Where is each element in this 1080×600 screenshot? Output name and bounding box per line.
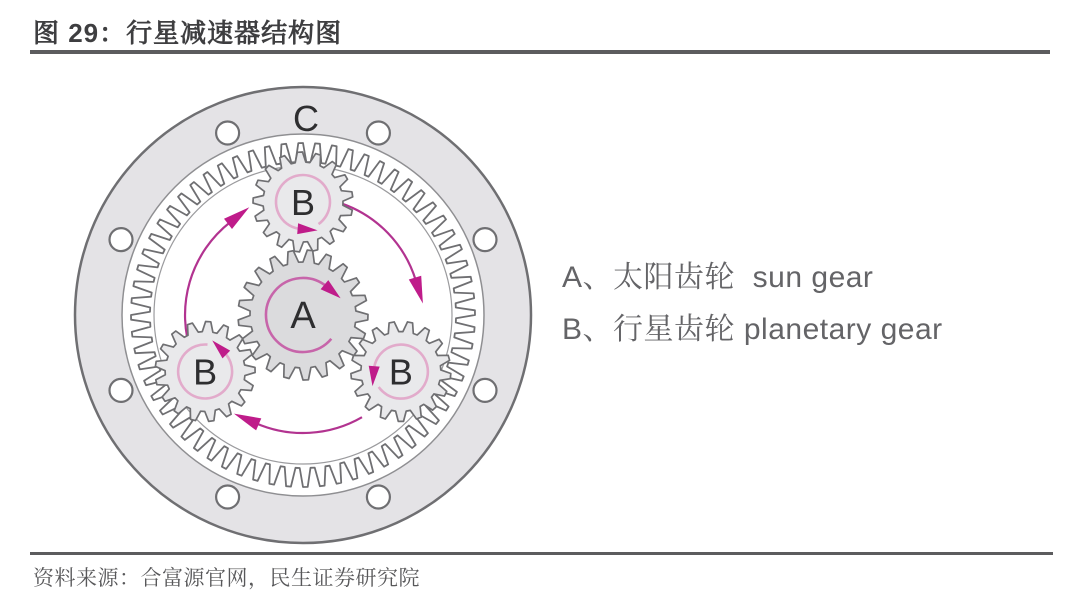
legend-item-sun: A、太阳齿轮 sun gear: [562, 261, 874, 294]
bolt-hole: [474, 379, 497, 402]
figure-title: 图 29：行星减速器结构图: [33, 18, 343, 48]
bolt-hole: [367, 122, 390, 145]
planet-gear-label: B: [193, 351, 218, 393]
ring-gear-label: C: [293, 98, 319, 139]
legend-item-planet: B、行星齿轮 planetary gear: [562, 313, 943, 346]
bolt-hole: [110, 228, 133, 251]
planet-gear-label: B: [388, 351, 413, 393]
bolt-hole: [216, 486, 239, 509]
title-rule: [30, 50, 1050, 54]
planetary-gear-diagram: [60, 85, 546, 550]
gear-legend: [562, 252, 943, 356]
bolt-hole: [216, 122, 239, 145]
planet-gear-label: B: [290, 182, 316, 223]
bolt-hole: [110, 379, 133, 402]
source-text: 资料来源：合富源官网，民生证券研究院: [33, 567, 420, 590]
bolt-hole: [367, 486, 390, 509]
source-rule: [30, 552, 1053, 555]
sun-gear-label: A: [290, 295, 316, 337]
bolt-hole: [474, 228, 497, 251]
